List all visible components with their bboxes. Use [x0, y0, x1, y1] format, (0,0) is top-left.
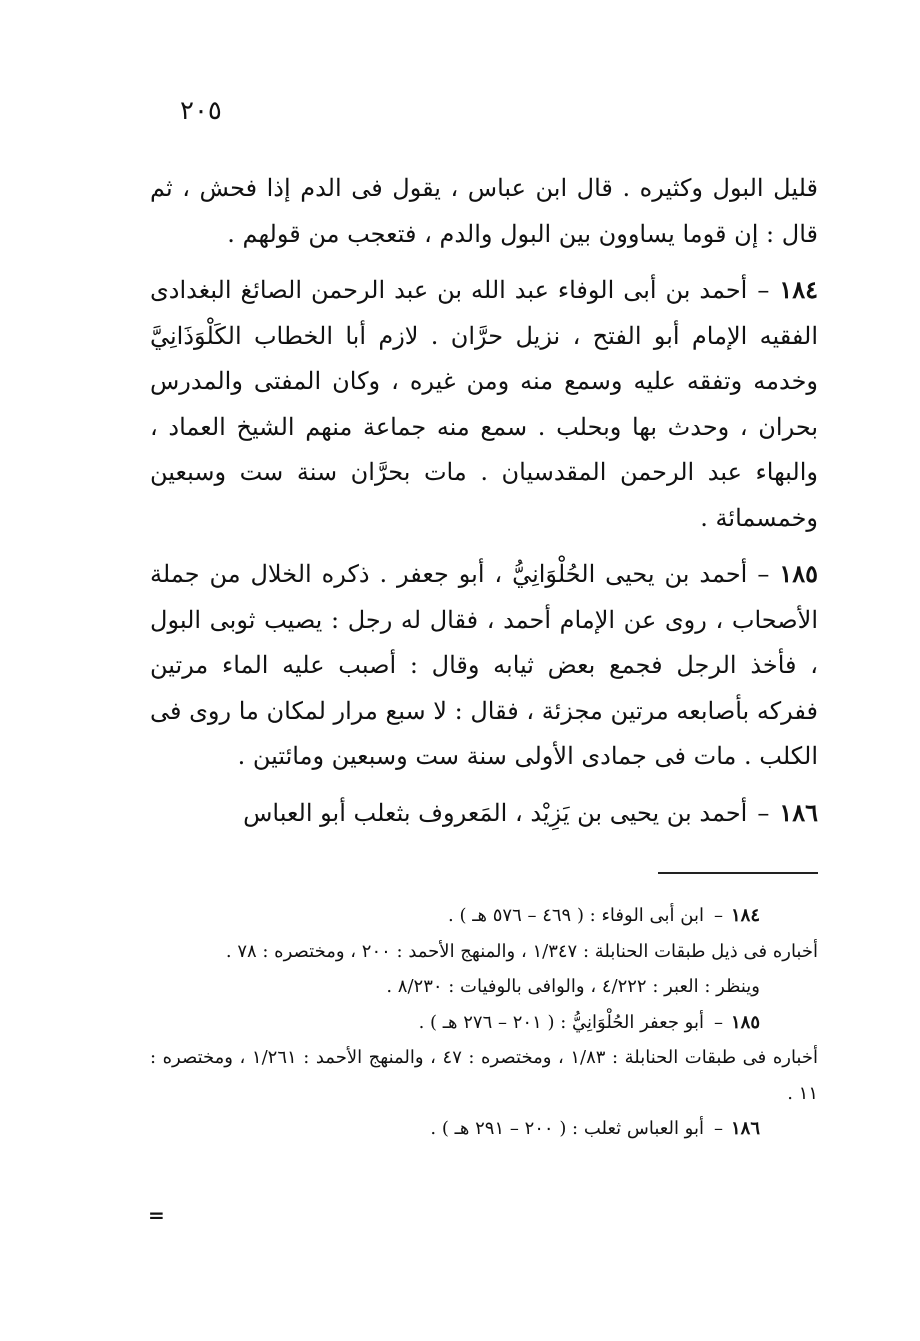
footnote-number: ١٨٤ [730, 905, 760, 926]
footnote-text: أبو جعفر الحُلْوَانِيُّ : ( ٢٠١ – ٢٧٦ هـ ) . [418, 1011, 704, 1033]
footnote-184-sources: أخباره فى ذيل طبقات الحنابلة : ١/٣٤٧ ، والمنهج الأحمد : ٢٠٠ ، ومختصره : ٧٨ . [225, 940, 818, 962]
entry-text: أحمد بن يحيى الحُلْوَانِيُّ ، أبو جعفر . ذكره الخلال من جملة الأصحاب ، روى عن الإمام أحمد ، فقال له رجل : يصيب ثوبى البول ، فأخذ الرجل فجمع بعض ثيابه وقال : أصبب عليه الماء مرتين ففركه بأصابعه مرتين مجزئة ، فقال : لا سبع مرار لمكان ما روى فى الكلب . مات فى جمادى الأولى سنة ست وسبعين ومائتين . [150, 560, 818, 770]
footnote-dash: – [713, 1118, 723, 1139]
intro-paragraph: قليل البول وكثيره . قال ابن عباس ، يقول فى الدم إذا فحش ، ثم قال : إن قوما يساوون بين البول والدم ، فتعجب من قولهم . [150, 174, 818, 248]
entry-dash: – [757, 276, 770, 304]
footnote-185-sources: أخباره فى طبقات الحنابلة : ١/٨٣ ، ومختصره : ٤٧ ، والمنهج الأحمد : ١/٢٦١ ، ومختصره : ١١ . [150, 1047, 818, 1104]
entry-number: ١٨٤ [779, 275, 818, 304]
footnote-184-see-also: وينظر : العبر : ٤/٢٢٢ ، والوافى بالوفيات : ٨/٢٣٠ . [386, 976, 760, 997]
footnote-number: ١٨٦ [730, 1118, 760, 1139]
entry-number: ١٨٥ [779, 559, 818, 588]
footnotes [150, 898, 818, 1147]
entry-dash: – [757, 798, 770, 827]
footnote-185 [150, 1005, 818, 1041]
entry-186-paragraph [150, 790, 818, 837]
continuation-mark: = [148, 1203, 165, 1227]
page-number: ٢٠٥ [180, 96, 222, 126]
entry-text: أحمد بن يحيى بن يَزِيْد ، المَعروف بثعلب أبو العباس [243, 798, 748, 827]
footnote-dash: – [713, 1011, 723, 1033]
entry-184-paragraph [150, 267, 818, 541]
entry-number: ١٨٦ [779, 797, 818, 827]
footnote-dash: – [713, 905, 723, 926]
footnote-number: ١٨٥ [730, 1011, 760, 1033]
entry-text: أحمد بن أبى الوفاء عبد الله بن عبد الرحمن الصائغ البغدادى الفقيه الإمام أبو الفتح ، نزيل حرَّان . لازم أبا الخطاب الكَلْوَذَانِيَّ وخدمه وتفقه عليه وسمع منه ومن غيره ، وكان المفتى والمدرس بحران ، وحدث بها وبحلب . سمع منه جماعة منهم الشيخ العماد ، والبهاء عبد الرحمن المقدسيان . مات بحرَّان سنة ست وسبعين وخمسمائة . [150, 276, 818, 532]
footnote-text: أبو العباس ثعلب : ( ٢٠٠ – ٢٩١ هـ ) . [430, 1118, 704, 1139]
main-text [150, 166, 818, 846]
entry-dash: – [757, 560, 770, 588]
footnote-divider [658, 872, 818, 874]
footnote-184 [150, 898, 818, 934]
entry-185-paragraph [150, 551, 818, 780]
footnote-186 [150, 1111, 818, 1147]
footnote-text: ابن أبى الوفاء : ( ٤٦٩ – ٥٧٦ هـ ) . [448, 905, 704, 926]
